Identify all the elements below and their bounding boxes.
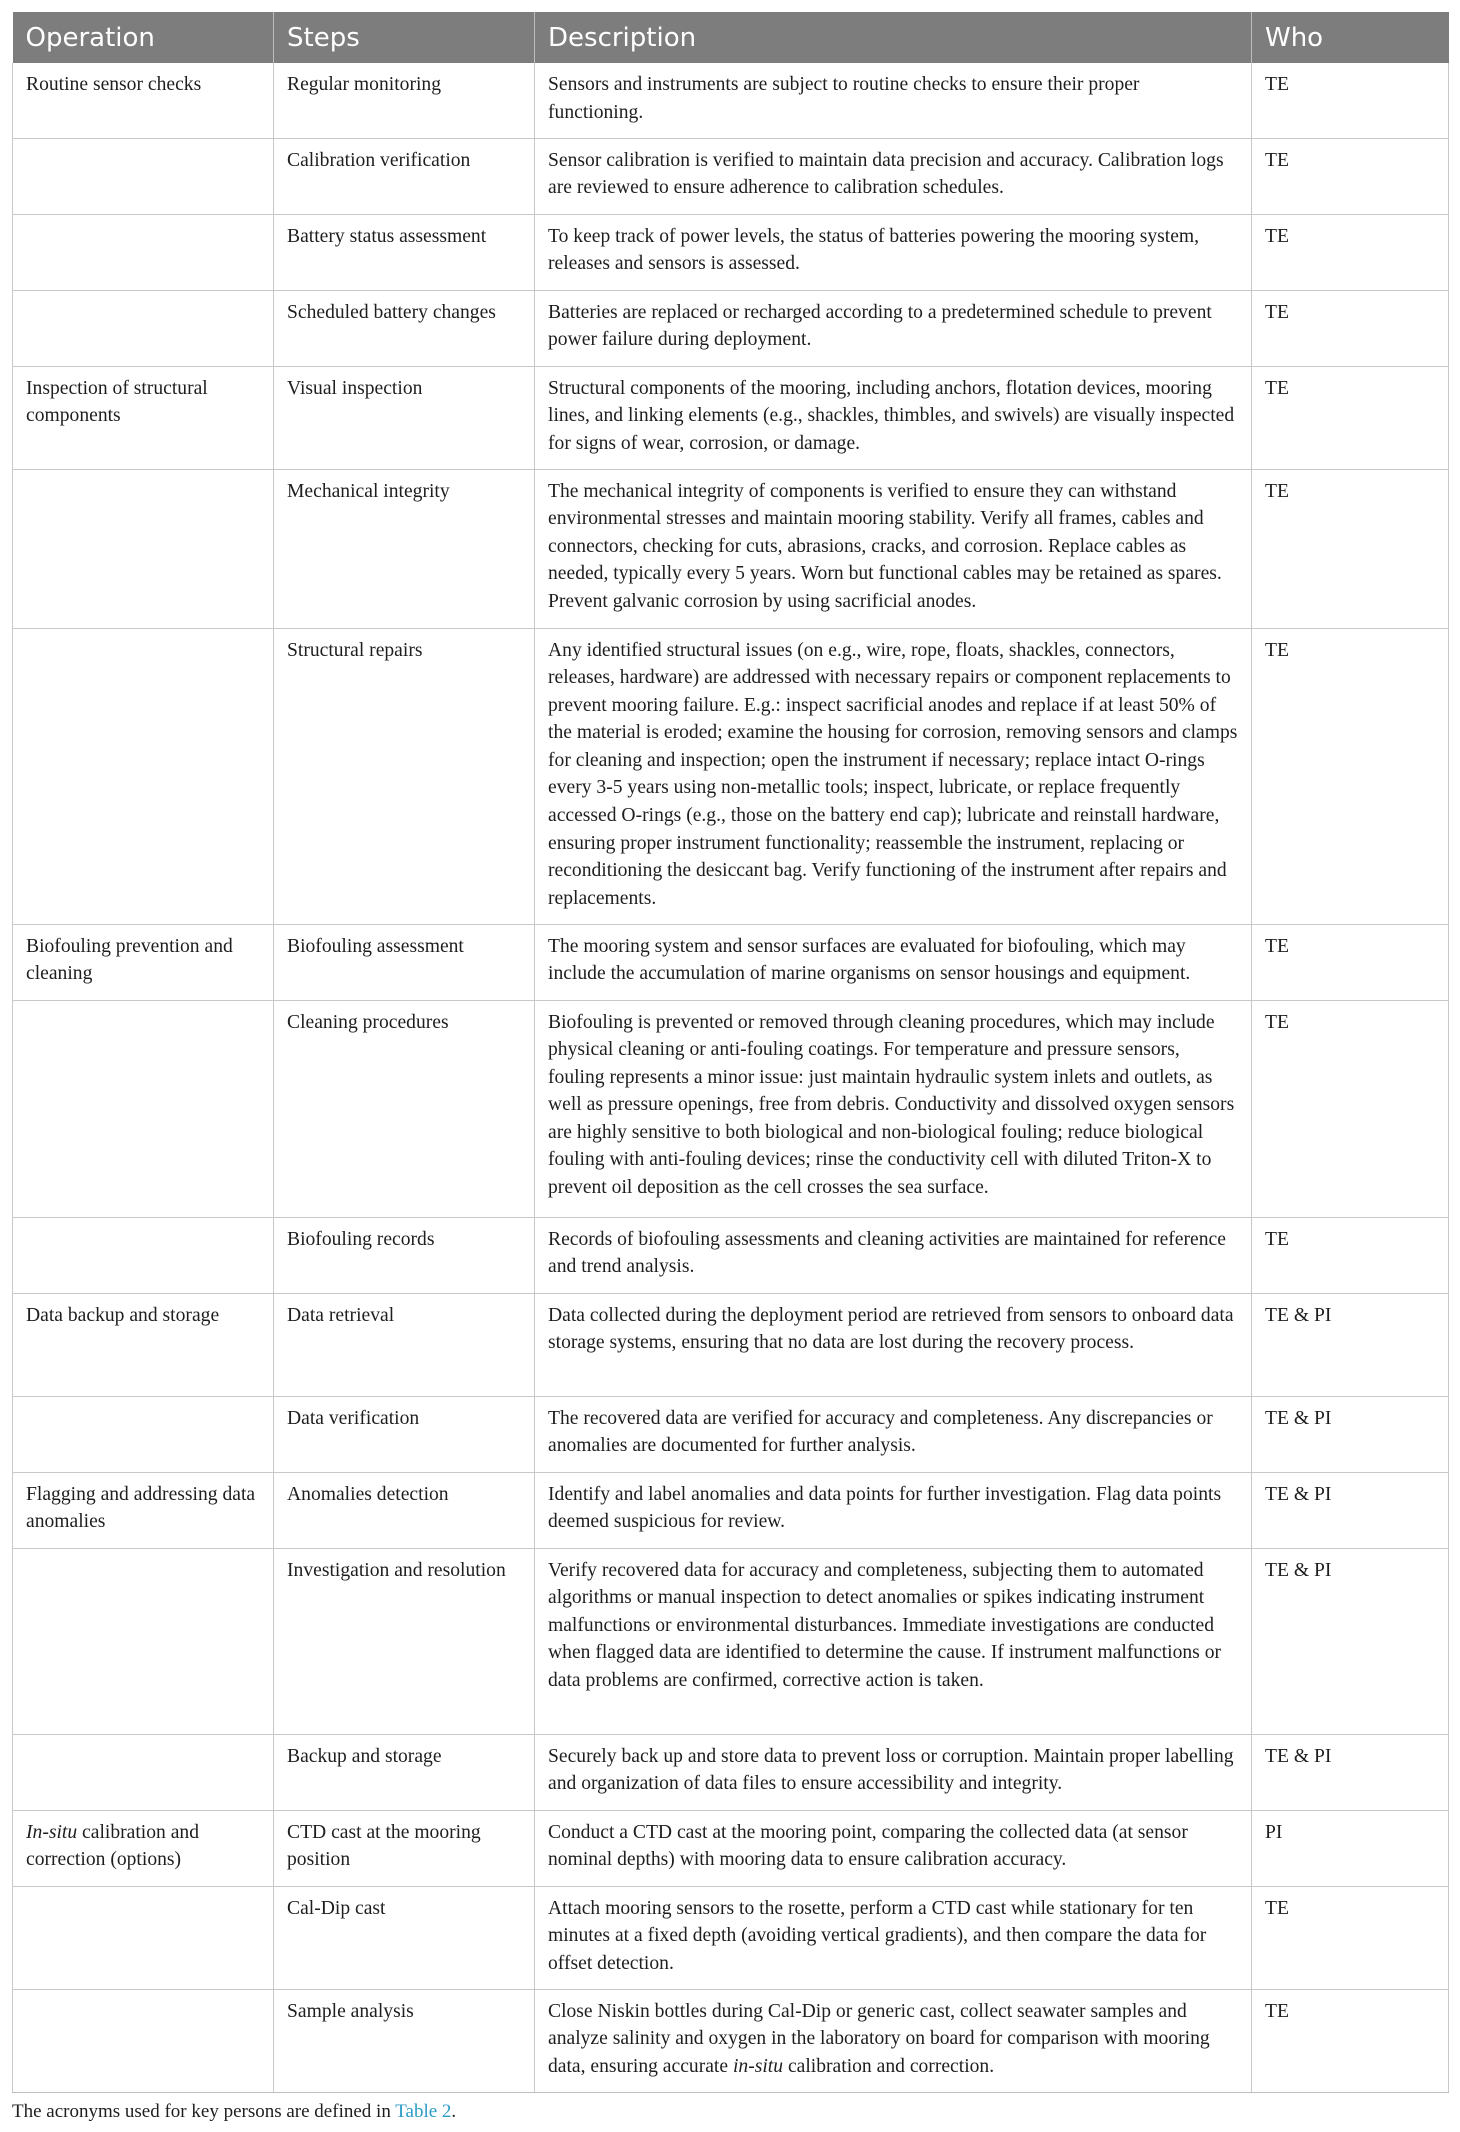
step-cell: Calibration verification [274, 138, 535, 214]
description-italic-text: in-situ [732, 2055, 784, 2077]
description-cell: Verify recovered data for accuracy and completeness, subjecting them to automated algorithms or manual inspection to detect anomalies or spikes indicating instrument malfunctions or environmental disturbances. Immediate investigations are conducted when flagged data are identified to determine the cause. If instrument malfunctions or data problems are confirmed, corrective action is taken. [535, 1548, 1252, 1734]
header-description: Description [535, 12, 1252, 63]
step-cell: Biofouling assessment [274, 924, 535, 1000]
table-row [13, 138, 1449, 214]
table-row [13, 1000, 1449, 1217]
operation-cell [13, 1989, 274, 2092]
step-cell: Biofouling records [274, 1217, 535, 1293]
description-cell: Sensors and instruments are subject to routine checks to ensure their proper functioning. [535, 63, 1252, 138]
step-cell: CTD cast at the mooring position [274, 1810, 535, 1886]
step-cell: Sample analysis [274, 1989, 535, 2092]
operation-cell [13, 290, 274, 366]
step-cell: Regular monitoring [274, 63, 535, 138]
who-cell: TE & PI [1252, 1293, 1449, 1396]
description-cell: Conduct a CTD cast at the mooring point, comparing the collected data (at sensor nominal depths) with mooring data to ensure calibration accuracy. [535, 1810, 1252, 1886]
step-cell: Data verification [274, 1396, 535, 1472]
who-cell: TE [1252, 63, 1449, 138]
who-cell: TE [1252, 290, 1449, 366]
operation-cell [13, 1396, 274, 1472]
table-row [13, 1886, 1449, 1989]
step-cell: Backup and storage [274, 1734, 535, 1810]
table-row [13, 290, 1449, 366]
operation-cell [13, 1217, 274, 1293]
operation-text: calibration and correction (options) [26, 1821, 200, 1871]
who-cell: TE [1252, 469, 1449, 628]
step-cell: Visual inspection [274, 366, 535, 469]
step-cell: Investigation and resolution [274, 1548, 535, 1734]
header-who: Who [1252, 12, 1449, 63]
table-row [13, 1734, 1449, 1810]
who-cell: TE [1252, 366, 1449, 469]
step-cell: Mechanical integrity [274, 469, 535, 628]
operation-cell [13, 1886, 274, 1989]
operation-italic-text: In-situ [26, 1821, 78, 1843]
operation-cell: Data backup and storage [13, 1293, 274, 1396]
table-row [13, 1810, 1449, 1886]
step-cell: Data retrieval [274, 1293, 535, 1396]
operation-cell [13, 628, 274, 924]
operations-table [12, 12, 1449, 2093]
description-cell: The mechanical integrity of components is verified to ensure they can withstand environmental stresses and maintain mooring stability. Verify all frames, cables and connectors, checking for cuts, abrasions, cracks, and corrosion. Replace cables as needed, typically every 5 years. Worn but functional cables may be retained as spares. Prevent galvanic corrosion by using sacrificial anodes. [535, 469, 1252, 628]
table-row [13, 924, 1449, 1000]
table-2-link[interactable]: Table 2 [395, 2101, 452, 2122]
operation-cell [13, 1810, 274, 1886]
footnote-text: The acronyms used for key persons are defined in [12, 2101, 396, 2122]
table-row [13, 63, 1449, 138]
who-cell: TE [1252, 1989, 1449, 2092]
table-row [13, 366, 1449, 469]
description-cell: The mooring system and sensor surfaces are evaluated for biofouling, which may include the accumulation of marine organisms on sensor housings and equipment. [535, 924, 1252, 1000]
table-row [13, 1989, 1449, 2092]
table-row [13, 1472, 1449, 1548]
table-row [13, 1293, 1449, 1396]
operation-cell: Biofouling prevention and cleaning [13, 924, 274, 1000]
description-cell: Sensor calibration is verified to maintain data precision and accuracy. Calibration logs are reviewed to ensure adherence to calibration schedules. [535, 138, 1252, 214]
description-cell [535, 1989, 1252, 2092]
step-cell: Scheduled battery changes [274, 290, 535, 366]
description-text: Close Niskin bottles during Cal-Dip or generic cast, collect seawater samples and analyze salinity and oxygen in the laboratory on board for comparison with mooring data, ensuring accurate [548, 2000, 1210, 2077]
who-cell: TE [1252, 924, 1449, 1000]
who-cell: TE [1252, 1000, 1449, 1217]
table-row [13, 1396, 1449, 1472]
description-cell: Structural components of the mooring, including anchors, flotation devices, mooring lines, and linking elements (e.g., shackles, thimbles, and swivels) are visually inspected for signs of wear, corrosion, or damage. [535, 366, 1252, 469]
who-cell: TE [1252, 628, 1449, 924]
operation-cell [13, 1548, 274, 1734]
step-cell: Anomalies detection [274, 1472, 535, 1548]
operation-cell [13, 469, 274, 628]
who-cell: TE [1252, 214, 1449, 290]
header-operation: Operation [13, 12, 274, 63]
operation-cell: Inspection of structural components [13, 366, 274, 469]
step-cell: Cleaning procedures [274, 1000, 535, 1217]
who-cell: TE [1252, 1886, 1449, 1989]
description-cell: Batteries are replaced or recharged according to a predetermined schedule to prevent power failure during deployment. [535, 290, 1252, 366]
who-cell: TE & PI [1252, 1472, 1449, 1548]
description-cell: Biofouling is prevented or removed through cleaning procedures, which may include physical cleaning or anti-fouling coatings. For temperature and pressure sensors, fouling represents a minor issue: just maintain hydraulic system inlets and outlets, as well as pressure openings, free from debris. Conductivity and dissolved oxygen sensors are highly sensitive to both biological and non-biological fouling; reduce biological fouling with anti-fouling devices; rinse the conductivity cell with diluted Triton-X to prevent oil deposition as the cell crosses the sea surface. [535, 1000, 1252, 1217]
operation-cell [13, 214, 274, 290]
step-cell: Battery status assessment [274, 214, 535, 290]
step-cell: Cal-Dip cast [274, 1886, 535, 1989]
description-cell: Records of biofouling assessments and cleaning activities are maintained for reference and trend analysis. [535, 1217, 1252, 1293]
table-footnote [12, 2101, 456, 2123]
who-cell: TE & PI [1252, 1396, 1449, 1472]
who-cell: TE [1252, 1217, 1449, 1293]
table-row [13, 469, 1449, 628]
operation-cell: Flagging and addressing data anomalies [13, 1472, 274, 1548]
operation-cell [13, 1000, 274, 1217]
operation-cell: Routine sensor checks [13, 63, 274, 138]
who-cell: TE & PI [1252, 1734, 1449, 1810]
table-row [13, 628, 1449, 924]
description-cell: Identify and label anomalies and data points for further investigation. Flag data points deemed suspicious for review. [535, 1472, 1252, 1548]
step-cell: Structural repairs [274, 628, 535, 924]
who-cell: TE & PI [1252, 1548, 1449, 1734]
description-cell: Securely back up and store data to prevent loss or corruption. Maintain proper labelling and organization of data files to ensure accessibility and integrity. [535, 1734, 1252, 1810]
table-row [13, 1217, 1449, 1293]
description-cell: Data collected during the deployment period are retrieved from sensors to onboard data storage systems, ensuring that no data are lost during the recovery process. [535, 1293, 1252, 1396]
who-cell: TE [1252, 138, 1449, 214]
header-row [13, 12, 1449, 63]
description-tail-text: calibration and correction. [783, 2055, 995, 2077]
operation-cell [13, 1734, 274, 1810]
who-cell: PI [1252, 1810, 1449, 1886]
footnote-end: . [451, 2101, 457, 2122]
description-cell: Attach mooring sensors to the rosette, perform a CTD cast while stationary for ten minutes at a fixed depth (avoiding vertical gradients), and then compare the data for offset detection. [535, 1886, 1252, 1989]
header-steps: Steps [274, 12, 535, 63]
operation-cell [13, 138, 274, 214]
table-row [13, 214, 1449, 290]
table-row [13, 1548, 1449, 1734]
description-cell: To keep track of power levels, the status of batteries powering the mooring system, releases and sensors is assessed. [535, 214, 1252, 290]
table-container [12, 12, 1448, 2093]
description-cell: Any identified structural issues (on e.g., wire, rope, floats, shackles, connectors, releases, hardware) are addressed with necessary repairs or component replacements to prevent mooring failure. E.g.: inspect sacrificial anodes and replace if at least 50% of the material is eroded; examine the housing for corrosion, removing sensors and clamps for cleaning and inspection; open the instrument if necessary; replace intact O-rings every 3-5 years using non-metallic tools; inspect, lubricate, or replace frequently accessed O-rings (e.g., those on the battery end cap); lubricate and reinstall hardware, ensuring proper instrument functionality; reassemble the instrument, replacing or reconditioning the desiccant bag. Verify functioning of the instrument after repairs and replacements. [535, 628, 1252, 924]
description-cell: The recovered data are verified for accuracy and completeness. Any discrepancies or anomalies are documented for further analysis. [535, 1396, 1252, 1472]
